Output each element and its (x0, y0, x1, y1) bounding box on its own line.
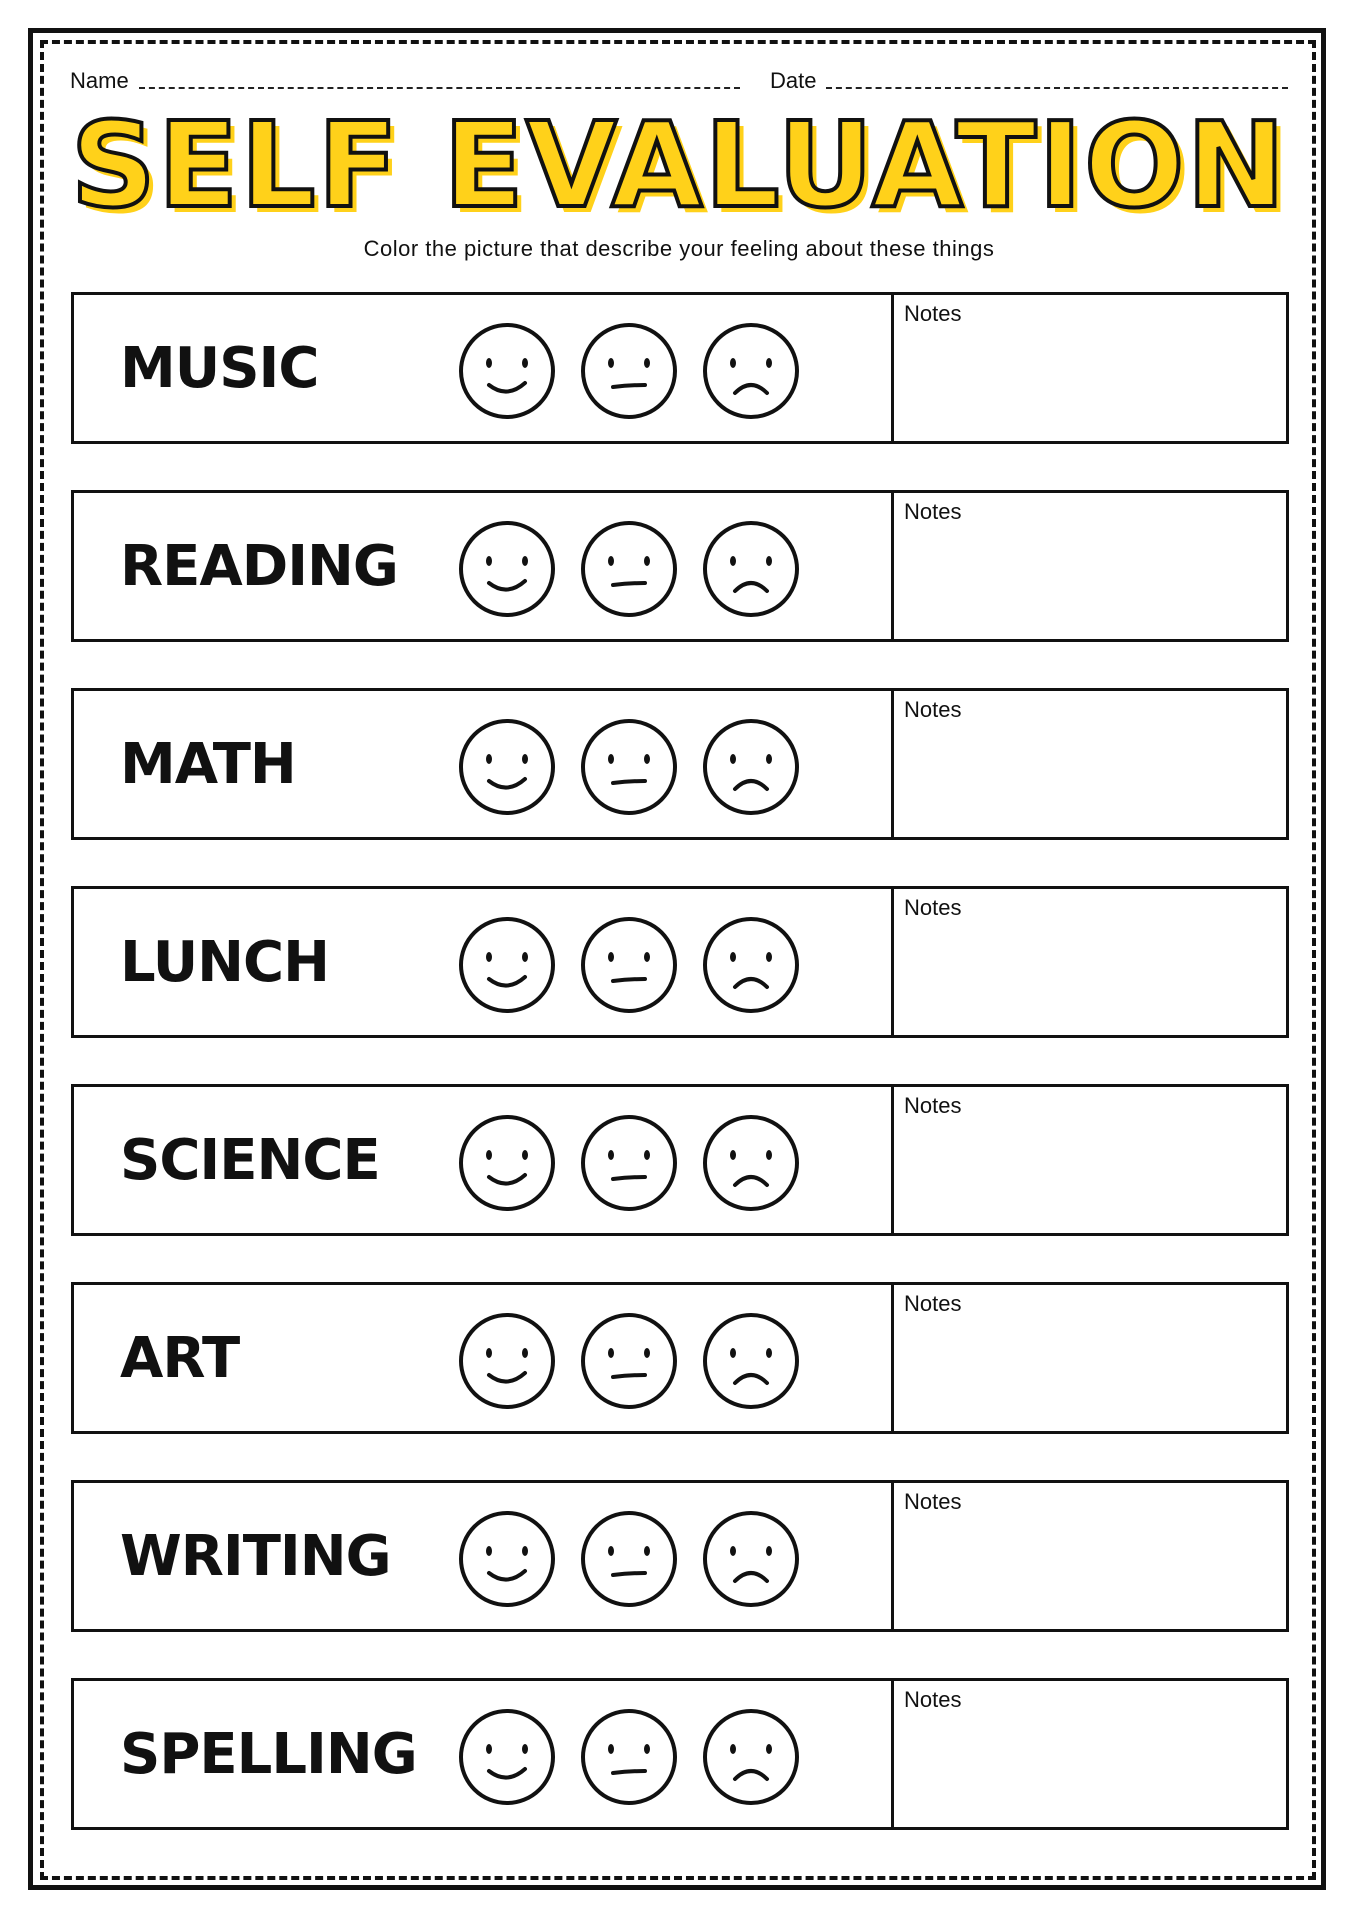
subject-row (71, 292, 1289, 444)
face-choices (459, 715, 859, 819)
happy-face-icon[interactable] (455, 715, 559, 823)
notes-label: Notes (904, 697, 962, 722)
sad-face-icon[interactable] (699, 319, 803, 427)
subject-row (71, 1480, 1289, 1632)
sad-face-icon[interactable] (699, 1309, 803, 1417)
notes-label: Notes (904, 499, 962, 524)
subject-cell (74, 493, 894, 639)
subject-row (71, 886, 1289, 1038)
subject-cell (74, 1087, 894, 1233)
subject-cell (74, 295, 894, 441)
notes-label: Notes (904, 1093, 962, 1118)
happy-face-icon[interactable] (455, 319, 559, 427)
subject-label: WRITING (120, 1523, 391, 1589)
face-choices (459, 1507, 859, 1611)
face-choices (459, 1705, 859, 1809)
subject-cell (74, 889, 894, 1035)
notes-label: Notes (904, 1489, 962, 1514)
happy-face-icon[interactable] (455, 1705, 559, 1813)
subject-label: MATH (120, 731, 296, 797)
subject-label: READING (120, 533, 398, 599)
subject-label: SCIENCE (120, 1127, 380, 1193)
subject-cell (74, 1285, 894, 1431)
name-field[interactable] (70, 64, 740, 94)
notes-box[interactable] (894, 1681, 1286, 1827)
subject-row (71, 688, 1289, 840)
face-choices (459, 913, 859, 1017)
subject-label: LUNCH (120, 929, 329, 995)
date-field[interactable] (770, 64, 1288, 94)
neutral-face-icon[interactable] (577, 517, 681, 625)
sad-face-icon[interactable] (699, 1705, 803, 1813)
face-choices (459, 517, 859, 621)
page-title: SELF EVALUATION (70, 96, 1288, 234)
neutral-face-icon[interactable] (577, 715, 681, 823)
sad-face-icon[interactable] (699, 1507, 803, 1615)
subject-row (71, 1678, 1289, 1830)
subject-label: MUSIC (120, 335, 319, 401)
face-choices (459, 319, 859, 423)
subject-cell (74, 691, 894, 837)
notes-box[interactable] (894, 1087, 1286, 1233)
happy-face-icon[interactable] (455, 913, 559, 1021)
date-blank-line[interactable] (826, 87, 1288, 89)
neutral-face-icon[interactable] (577, 319, 681, 427)
neutral-face-icon[interactable] (577, 913, 681, 1021)
face-choices (459, 1111, 859, 1215)
notes-label: Notes (904, 301, 962, 326)
notes-label: Notes (904, 895, 962, 920)
instructions: Color the picture that describe your feeling about these things (363, 236, 995, 261)
date-label: Date (770, 68, 817, 93)
notes-label: Notes (904, 1291, 962, 1316)
notes-box[interactable] (894, 295, 1286, 441)
happy-face-icon[interactable] (455, 517, 559, 625)
notes-label: Notes (904, 1687, 962, 1712)
subject-row (71, 1084, 1289, 1236)
happy-face-icon[interactable] (455, 1309, 559, 1417)
subject-row (71, 490, 1289, 642)
notes-box[interactable] (894, 691, 1286, 837)
face-choices (459, 1309, 859, 1413)
name-blank-line[interactable] (139, 87, 740, 89)
subject-label: ART (120, 1325, 240, 1391)
neutral-face-icon[interactable] (577, 1705, 681, 1813)
subject-row (71, 1282, 1289, 1434)
notes-box[interactable] (894, 1285, 1286, 1431)
neutral-face-icon[interactable] (577, 1111, 681, 1219)
subject-label: SPELLING (120, 1721, 417, 1787)
subject-cell (74, 1483, 894, 1629)
subject-cell (74, 1681, 894, 1827)
neutral-face-icon[interactable] (577, 1309, 681, 1417)
name-label: Name (70, 68, 129, 93)
happy-face-icon[interactable] (455, 1507, 559, 1615)
happy-face-icon[interactable] (455, 1111, 559, 1219)
sad-face-icon[interactable] (699, 1111, 803, 1219)
sad-face-icon[interactable] (699, 715, 803, 823)
notes-box[interactable] (894, 493, 1286, 639)
notes-box[interactable] (894, 889, 1286, 1035)
neutral-face-icon[interactable] (577, 1507, 681, 1615)
notes-box[interactable] (894, 1483, 1286, 1629)
sad-face-icon[interactable] (699, 517, 803, 625)
sad-face-icon[interactable] (699, 913, 803, 1021)
